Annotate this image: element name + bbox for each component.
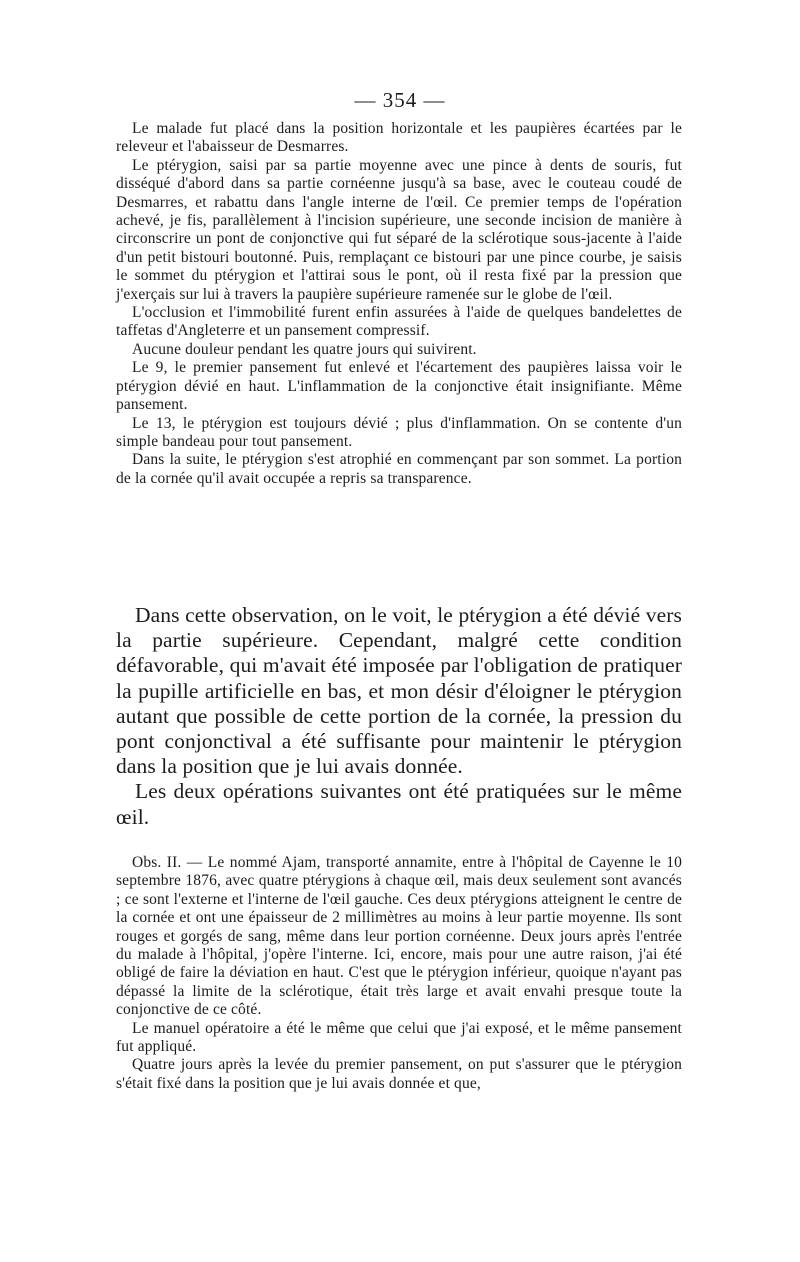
paragraph: Le malade fut placé dans la position horizontale et les paupières écartées par le releveur et l'abaisseur de Desmarres. <box>116 120 682 156</box>
commentary-text-block <box>116 603 682 830</box>
observation-ii-text-block <box>116 854 682 1093</box>
paragraph: Le 13, le ptérygion est toujours dévié ; plus d'inflammation. On se contente d'un simple bandeau pour tout pansement. <box>116 414 682 450</box>
paragraph: Les deux opérations suivantes ont été pratiquées sur le même œil. <box>116 779 682 829</box>
paragraph: Obs. II. — Le nommé Ajam, transporté annamite, entre à l'hôpital de Cayenne le 10 septembre 1876, avec quatre ptérygions à chaque œil, mais deux seulement sont avancés ; ce sont l'externe et l'interne de l'œil gauche. Ces deux ptérygions atteignent le centre de la cornée et ont une épaisseur de 2 millimètres au moins à leur partie moyenne. Ils sont rouges et gorgés de sang, même dans leur portion cornéenne. Deux jours après l'entrée du malade à l'hôpital, j'opère l'interne. Ici, encore, mais pour une autre raison, j'ai été obligé de faire la déviation en haut. C'est que le ptérygion inférieur, quoique n'ayant pas dépassé la limite de la sclérotique, était très large et avait envahi presque toute la conjonctive de ce côté. <box>116 854 682 1019</box>
paragraph: Le ptérygion, saisi par sa partie moyenne avec une pince à dents de souris, fut disséqué d'abord dans sa partie cornéenne jusqu'à sa base, avec le couteau coudé de Desmarres, et rabattu dans l'angle interne de l'œil. Ce premier temps de l'opération achevé, je fis, parallèlement à l'incision supérieure, une seconde incision de manière à circonscrire un pont de conjonctive qui fut séparé de la sclérotique sous-jacente à l'aide d'un petit bistouri boutonné. Puis, remplaçant ce bistouri par une pince courbe, je saisis le sommet du ptérygion et l'attirai sous le pont, où il resta fixé par la pression que j'exerçais sur lui à travers la paupière supérieure ramenée sur le globe de l'œil. <box>116 156 682 303</box>
paragraph: Quatre jours après la levée du premier pansement, on put s'assurer que le ptérygion s'était fixé dans la position que je lui avais donnée et que, <box>116 1056 682 1092</box>
paragraph: Aucune douleur pendant les quatre jours qui suivirent. <box>132 340 477 358</box>
paragraph: Dans cette observation, on le voit, le ptérygion a été dévié vers la partie supérieure. Cependant, malgré cette condition défavorable, qui m'avait été imposée par l'obligation de pratiquer la pupille artificielle en bas, et mon désir d'éloigner le ptérygion autant que possible de cette portion de la cornée, la pression du pont conjonctival a été suffisante pour maintenir le ptérygion dans la position que je lui avais donnée. <box>116 603 682 779</box>
paragraph: Dans la suite, le ptérygion s'est atrophié en commençant par son sommet. La portion de la cornée qu'il avait occupée a repris sa transparence. <box>116 451 682 487</box>
paragraph: Le 9, le premier pansement fut enlevé et l'écartement des paupières laissa voir le ptérygion dévié en haut. L'inflammation de la conjonctive était insignifiante. Même pansement. <box>116 359 682 414</box>
paragraph: L'occlusion et l'immobilité furent enfin assurées à l'aide de quelques bandelettes de taffetas d'Angleterre et un pansement compressif. <box>116 304 682 340</box>
observation-text-block <box>116 120 682 488</box>
page-number: — 354 — <box>354 88 446 112</box>
paragraph: Le manuel opératoire a été le même que celui que j'ai exposé, et le même pansement fut appliqué. <box>116 1019 682 1056</box>
